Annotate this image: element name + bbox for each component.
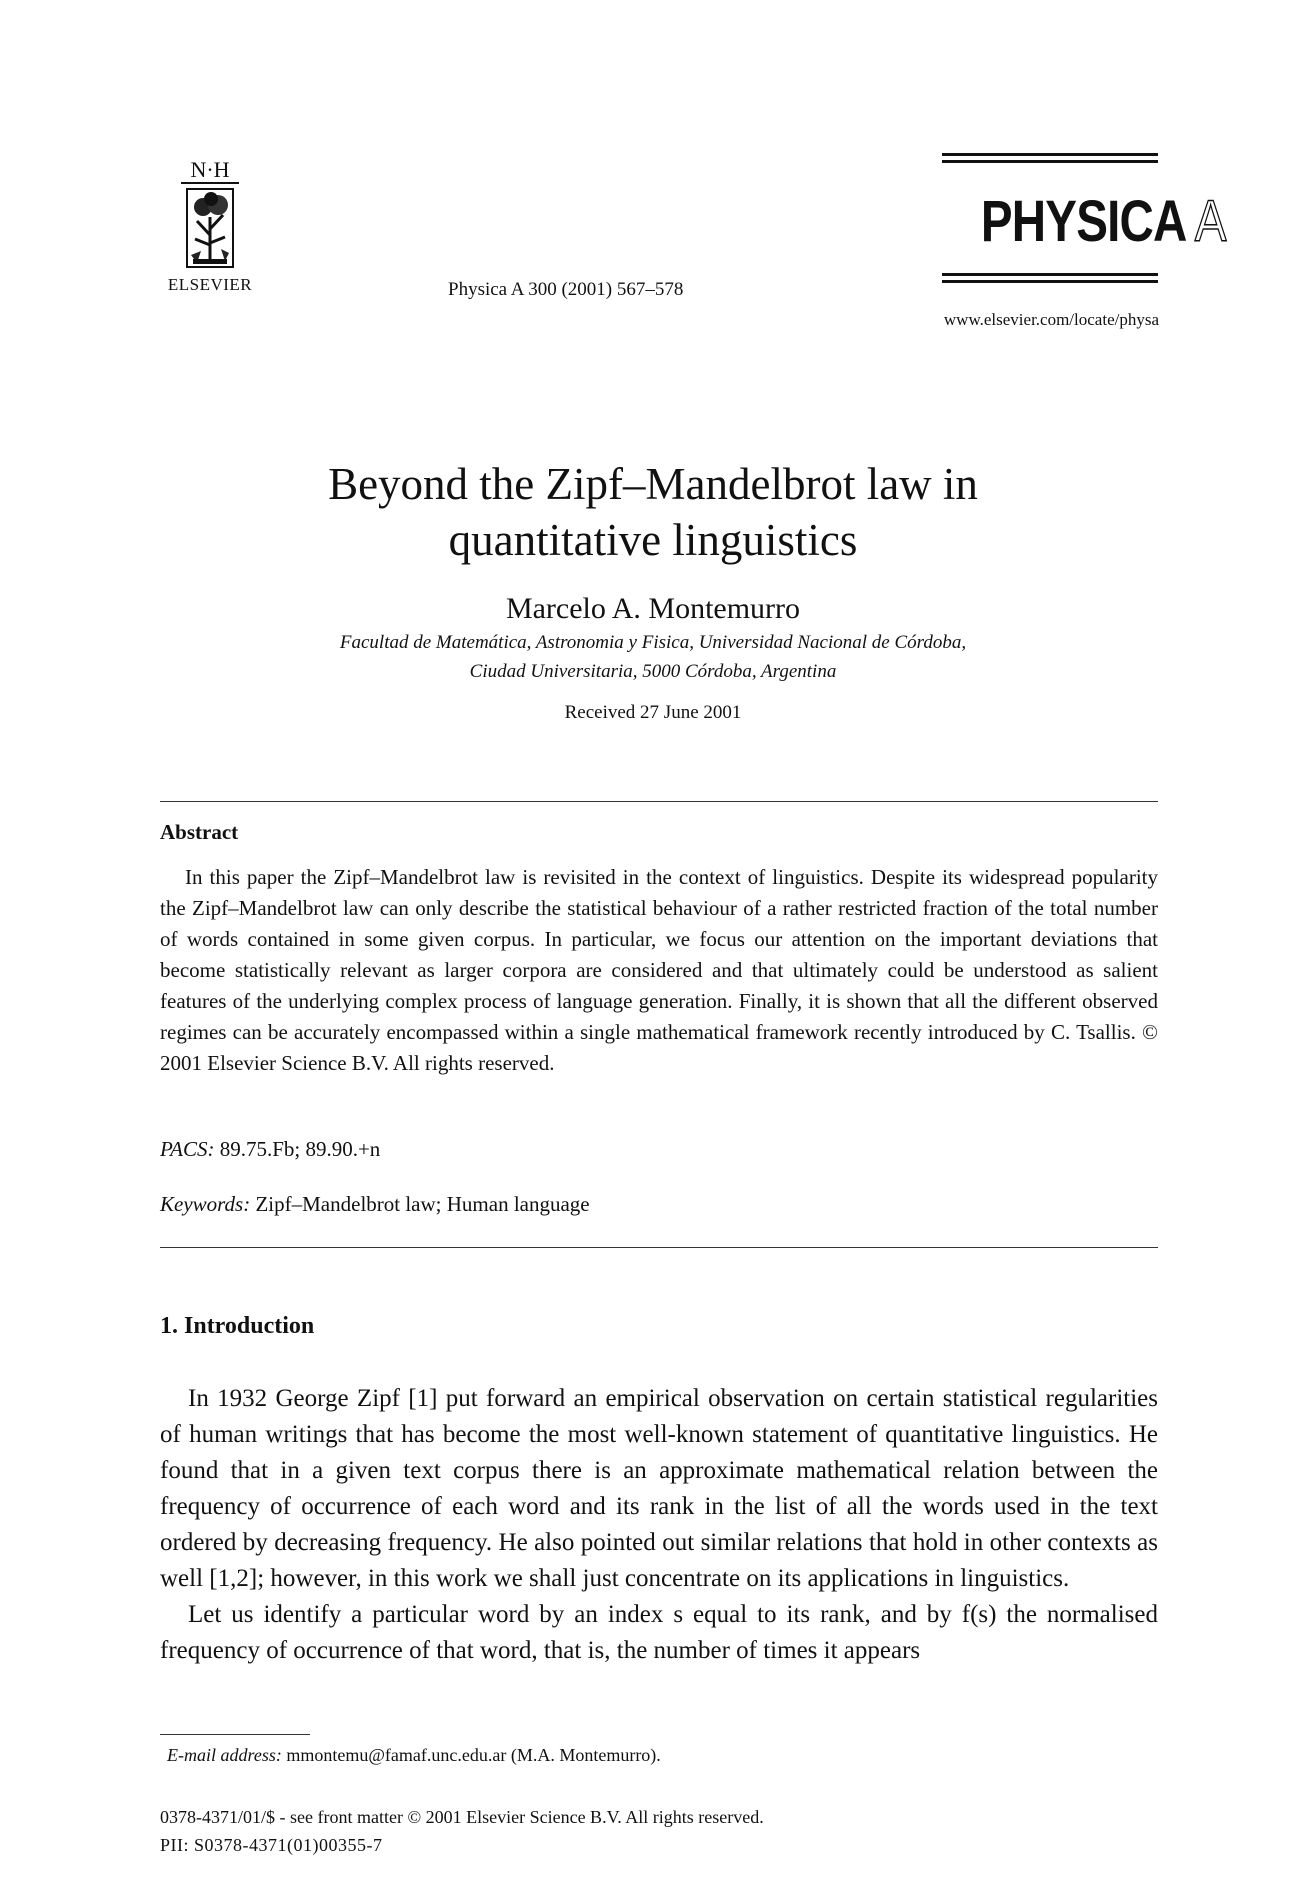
logo-monogram: N·H: [190, 157, 230, 182]
email-footnote: [167, 1745, 661, 1766]
journal-letter: A: [1194, 189, 1226, 254]
email-label: E-mail address:: [167, 1745, 282, 1765]
pii-line: PII: S0378-4371(01)00355-7: [160, 1835, 383, 1855]
masthead-bottom-rules: [942, 273, 1158, 283]
affiliation-line-2: Ciudad Universitaria, 5000 Córdoba, Argentina: [469, 661, 837, 682]
pacs-value: 89.75.Fb; 89.90.+n: [219, 1137, 381, 1161]
journal-citation: Physica A 300 (2001) 567–578: [448, 279, 684, 300]
paper-title-line-2: quantitative linguistics: [448, 515, 858, 565]
footnote-rule: [160, 1734, 310, 1735]
author-name: Marcelo A. Montemurro: [505, 592, 801, 625]
email-address[interactable]: mmontemu@famaf.unc.edu.ar (M.A. Montemurro).: [286, 1745, 661, 1765]
abstract-top-rule: [160, 801, 1158, 802]
pacs-line: [160, 1137, 380, 1162]
paper-title-line-1: Beyond the Zipf–Mandelbrot law in: [328, 459, 978, 509]
keywords-line: [160, 1192, 590, 1217]
abstract-bottom-rule: [160, 1247, 1158, 1248]
elsevier-tree-emblem-icon: [173, 155, 247, 273]
keywords-label: Keywords:: [160, 1192, 251, 1216]
journal-url[interactable]: www.elsevier.com/locate/physa: [943, 310, 1159, 329]
introduction-paragraph-2: Let us identify a particular word by an index s equal to its rank, and by f(s) the normalised frequency of occurrence of that word, that is, the number of times it appears: [160, 1601, 1158, 1664]
abstract-heading: Abstract: [160, 820, 239, 844]
publisher-logo: [160, 155, 260, 295]
pacs-label: PACS:: [160, 1137, 215, 1161]
journal-name-text: PHYSICA: [980, 189, 1187, 254]
author-affiliation: [0, 628, 1306, 686]
keywords-value: Zipf–Mandelbrot law; Human language: [255, 1192, 590, 1216]
introduction-paragraph-1: In 1932 George Zipf [1] put forward an empirical observation on certain statistical regularities of human writings that has become the most well-known statement of quantitative linguistics. He found that in a given text corpus there is an approximate mathematical relation between the frequency of occurrence of each word and its rank in the list of all the words used in the text ordered by decreasing frequency. He also pointed out similar relations that hold in other contexts as well [1,2]; however, in this work we shall just concentrate on its applications in linguistics.: [160, 1385, 1158, 1592]
affiliation-line-1: Facultad de Matemática, Astronomia y Fisica, Universidad Nacional de Córdoba,: [339, 632, 967, 653]
section-heading: 1. Introduction: [160, 1313, 315, 1339]
journal-masthead: [942, 153, 1226, 283]
publisher-name: ELSEVIER: [167, 275, 253, 294]
journal-name: [980, 189, 1226, 254]
introduction-body: [160, 1381, 1158, 1669]
abstract-text: In this paper the Zipf–Mandelbrot law is revisited in the context of linguistics. Despite its widespread popularity the Zipf–Mandelbrot law can only describe the statistical behaviour of a rather restricted fraction of the total number of words contained in some given corpus. In particular, we focus our attention on the important deviations that become statistically relevant as larger corpora are considered and that ultimately could be understood as salient features of the underlying complex process of language generation. Finally, it is shown that all the different observed regimes can be accurately encompassed within a single mathematical framework recently introduced by C. Tsallis. © 2001 Elsevier Science B.V. All rights reserved.: [160, 865, 1158, 1075]
paper-title: [0, 456, 1306, 568]
masthead-top-rules: [942, 153, 1158, 163]
received-date: Received 27 June 2001: [564, 702, 742, 723]
copyright-line: 0378-4371/01/$ - see front matter © 2001 Elsevier Science B.V. All rights reserved.: [160, 1807, 764, 1827]
